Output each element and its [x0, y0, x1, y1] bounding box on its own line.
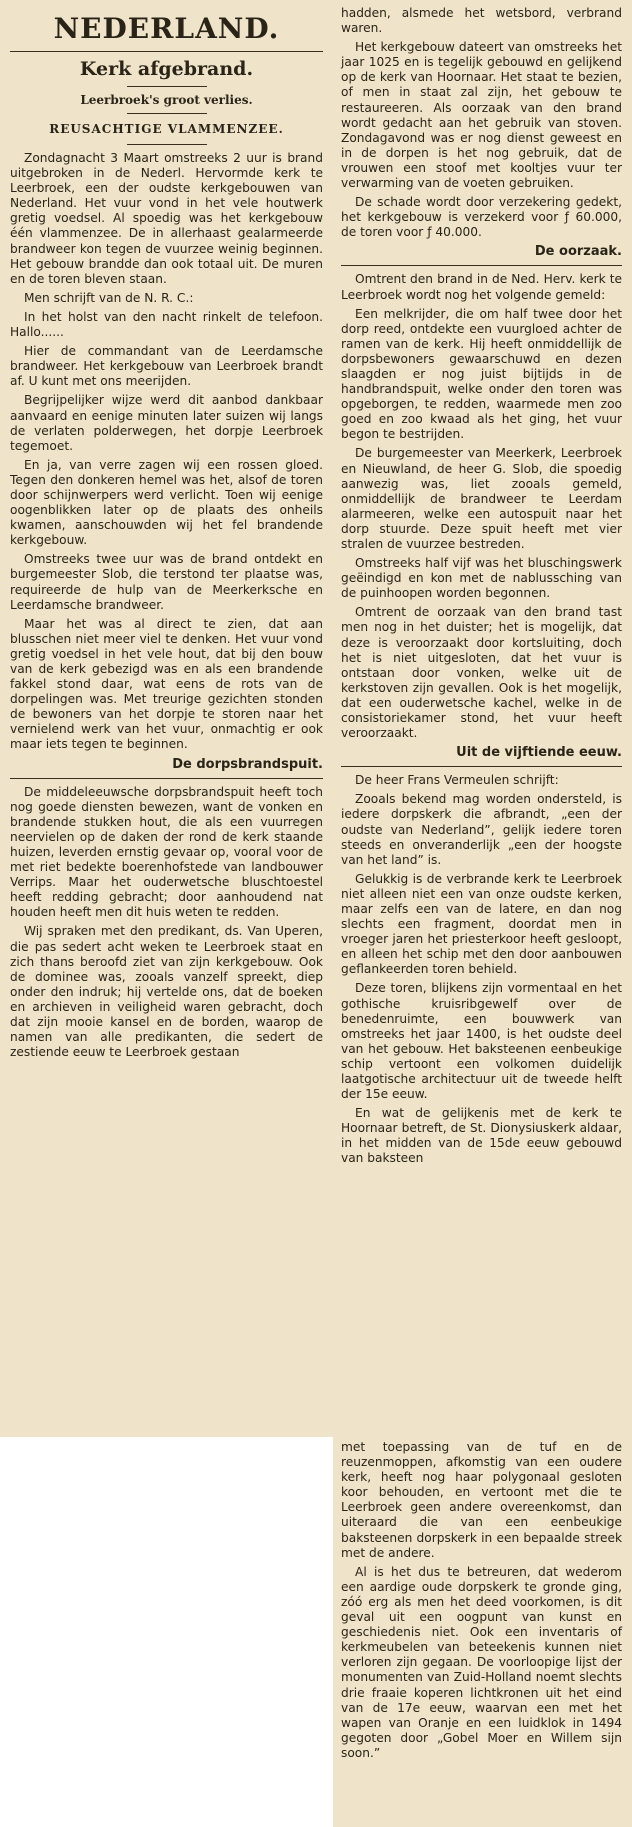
paragraph: hadden, alsmede het wetsbord, verbrand waren.	[341, 6, 622, 36]
divider	[10, 778, 323, 779]
paragraph: Hier de commandant van de Leerdamsche brandweer. Het kerkgebouw van Leerbroek brandt af. U kunt met ons meerijden.	[10, 344, 323, 389]
paragraph: De heer Frans Vermeulen schrijft:	[355, 773, 559, 788]
paragraph: Maar het was al direct te zien, dat aan blusschen niet meer viel te denken. Het vuur vond gretig voedsel in het vele hout, dat bij den bouw van de kerk gebezigd was en als een brandende fakkel stond daar, wat eens de rots van de dorpelingen was. Met treurige gezichten stonden de bewoners van het dorpje te storen naar het vernielend werk van het vuur, onmachtig er ook maar iets tegen te beginnen.	[10, 616, 323, 752]
column-1	[0, 0, 333, 1437]
section-heading-oorzaak: De oorzaak.	[534, 244, 622, 260]
paragraph: De middeleeuwsche dorpsbrandspuit heeft toch nog goede diensten bewezen, want de vonken en brandende stukken hout, die als een vuurregen neervielen op de daken der rond de kerk staande huizen, leverden ernstig gevaar op, vooral voor de met riet bedekte boerenhofstede van landbouwer Verrips. Maar het ouderwetsche bluschtoestel heeft redding gebracht; door aanhoudend nat houden heeft men dit huis weten te redden.	[10, 784, 323, 920]
paragraph: Al is het dus te betreuren, dat wederom een aardige oude dorpskerk te gronde ging, zóó erg als men het deed voorkomen, is dit geval uit een oogpunt van kunst en geschiedenis niet. Ook een inventaris of kerkmeubelen van beteekenis kunnen niet verloren zijn gegaan. De voorloopige lijst der monumenten van Zuid-Holland noemt slechts drie fraaie koperen lichtkronen uit het eind van de 17e eeuw, waarvan een met het wapen van Oranje en een luidklok in 1494 gegoten door „Gobel Moer en Willem sijn soon.”	[341, 1564, 622, 1760]
article-headline: Kerk afgebrand.	[79, 58, 254, 80]
section-heading-vijftiende-eeuw: Uit de vijftiende eeuw.	[456, 745, 622, 761]
divider	[127, 113, 207, 114]
divider	[341, 265, 622, 266]
paragraph: Omstreeks twee uur was de brand ontdekt en burgemeester Slob, die terstond ter plaatse was, requireerde de hulp van de Meerkerksche en Leerdamsche brandweer.	[10, 552, 323, 612]
caps-heading: REUSACHTIGE VLAMMENZEE.	[49, 122, 284, 136]
article-subheadline: Leerbroek's groot verlies.	[80, 93, 253, 107]
paragraph: Een melkrijder, die om half twee door het dorp reed, ontdekte een vuurgloed achter de ramen van de kerk. Hij heeft onmiddellijk de dorpsbewoners gewaarschuwd en dezen slaagden er nog juist bijtijds in de handbrandspuit, welke onder den toren was opgeborgen, te redden, waarmede men zoo goed en zoo kwaad als het ging, het vuur begon te bestrijden.	[341, 306, 622, 442]
paragraph: De burgemeester van Meerkerk, Leerbroek en Nieuwland, de heer G. Slob, die spoedig aanwezig was, liet zooals gemeld, onmiddellijk de brandweer te Leerdam alarmeeren, welke een autospuit naar het dorp stuurde. Deze spuit heeft met vier stralen de vuurzee bestreden.	[341, 446, 622, 551]
paragraph: Zondagnacht 3 Maart omstreeks 2 uur is brand uitgebroken in de Nederl. Hervormde kerk te Leerbroek, een der oudste kerkgebouwen van Nederland. Het vuur vond in het vele houtwerk gretig voedsel. Al spoedig was het kerkgebouw één vlammenzee. De in allerhaast gealarmeerde brandweer kon tegen de vuurzee weinig beginnen. Het gebouw brandde dan ook totaal uit. De muren en de toren bleven staan.	[10, 151, 323, 286]
paragraph: En ja, van verre zagen wij een rossen gloed. Tegen den donkeren hemel was het, alsof de toren door schijnwerpers werd verlicht. Toen wij eenige oogenblikken later op de plaats des onheils kwamen, aanschouwden wij het fel brandende kerkgebouw.	[10, 457, 323, 548]
paragraph: Men schrijft van de N. R. C.:	[24, 290, 194, 305]
column-3	[333, 1434, 632, 1827]
divider	[127, 144, 207, 145]
divider	[341, 766, 622, 767]
paragraph: Omtrent de oorzaak van den brand tast men nog in het duister; het is mogelijk, dat deze is veroorzaakt door kortsluiting, doch het is niet uitgesloten, dat het vuur is ontstaan door vonken, welke uit de kerkstoven zijn gevallen. Ook is het mogelijk, dat een ouderwetsche kachel, welke in de consistoriekamer stond, het vuur heeft veroorzaakt.	[341, 605, 622, 741]
paragraph: Begrijpelijker wijze werd dit aanbod dankbaar aanvaard en eenige minuten later suizen wij langs de verlaten polderwegen, het dorpje Leerbroek tegemoet.	[10, 393, 323, 453]
paragraph: Omstreeks half vijf was het bluschingswerk geëindigd en kon met de nablussching van de puinhoopen worden begonnen.	[341, 556, 622, 601]
paragraph: Het kerkgebouw dateert van omstreeks het jaar 1025 en is tegelijk gebouwd en gelijkend op de kerk van Hoornaar. Het staat te bezien, of men in staat zal zijn, het gebouw te restaureeren. Als oorzaak van den brand wordt gedacht aan het gebruik van stoven. Zondagavond was er nog dienst geweest en in de dorpen is het nog gebruik, dat de vrouwen een stoof met kooltjes vuur ter verwarming van de voeten gebruiken.	[341, 40, 622, 191]
section-title: NEDERLAND.	[53, 12, 280, 45]
paragraph: Deze toren, blijkens zijn vormentaal en het gothische kruisribgewelf over de benedenruimte, een bouwwerk van omstreeks het jaar 1400, is het oudste deel van het gebouw. Het baksteenen eenbeukige schip vertoont een volkomen duidelijk laatgotische architectuur uit de tweede helft der 15e eeuw.	[341, 981, 622, 1102]
paragraph: Gelukkig is de verbrande kerk te Leerbroek niet alleen niet een van onze oudste kerken, maar zelfs een van de latere, en dan nog slechts een fragment, doordat men in vroeger jaren het priesterkoor heeft gesloopt, en alleen het schip met den door aanbouwen geflankeerden toren behield.	[341, 871, 622, 977]
paragraph: En wat de gelijkenis met de kerk te Hoornaar betreft, de St. Dionysiuskerk aldaar, in het midden van de 15de eeuw gebouwd van baksteen	[341, 1106, 622, 1166]
paragraph: De schade wordt door verzekering gedekt, het kerkgebouw is verzekerd voor ƒ 60.000, de toren voor ƒ 40.000.	[341, 195, 622, 240]
paragraph: Zooals bekend mag worden ondersteld, is iedere dorpskerk die afbrandt, „een der oudste van Nederland”, gelijk iedere toren steeds en onveranderlijk „een der hoogste van het land” is.	[341, 792, 622, 867]
divider	[10, 51, 323, 52]
divider	[127, 86, 207, 87]
column-2	[333, 0, 632, 1440]
paragraph: In het holst van den nacht rinkelt de telefoon. Hallo......	[10, 309, 323, 340]
section-heading-dorpsbrandspuit: De dorpsbrandspuit.	[172, 756, 323, 772]
paragraph: Wij spraken met den predikant, ds. Van Uperen, die pas sedert acht weken te Leerbroek staat en zich thans beroofd ziet van zijn kerkgebouw. Ook de dominee was, zooals vanzelf spreekt, diep onder den indruk; hij vertelde ons, dat de boeken en archieven in veiligheid waren gebracht, doch dat zijn mooie kansel en de borden, waarop de namen van alle predikanten, die sedert de zestiende eeuw te Leerbroek gestaan	[10, 924, 323, 1060]
paragraph: Omtrent den brand in de Ned. Herv. kerk te Leerbroek wordt nog het volgende gemeld:	[341, 272, 622, 302]
paragraph: met toepassing van de tuf en de reuzenmoppen, afkomstig van een oudere kerk, heeft nog haar polygonaal gesloten koor behouden, en vertoont met die te Leerbroek geen andere overeenkomst, dan uiteraard die van een eenbeukige baksteenen dorpskerk in een bepaalde streek met de andere.	[341, 1440, 622, 1560]
